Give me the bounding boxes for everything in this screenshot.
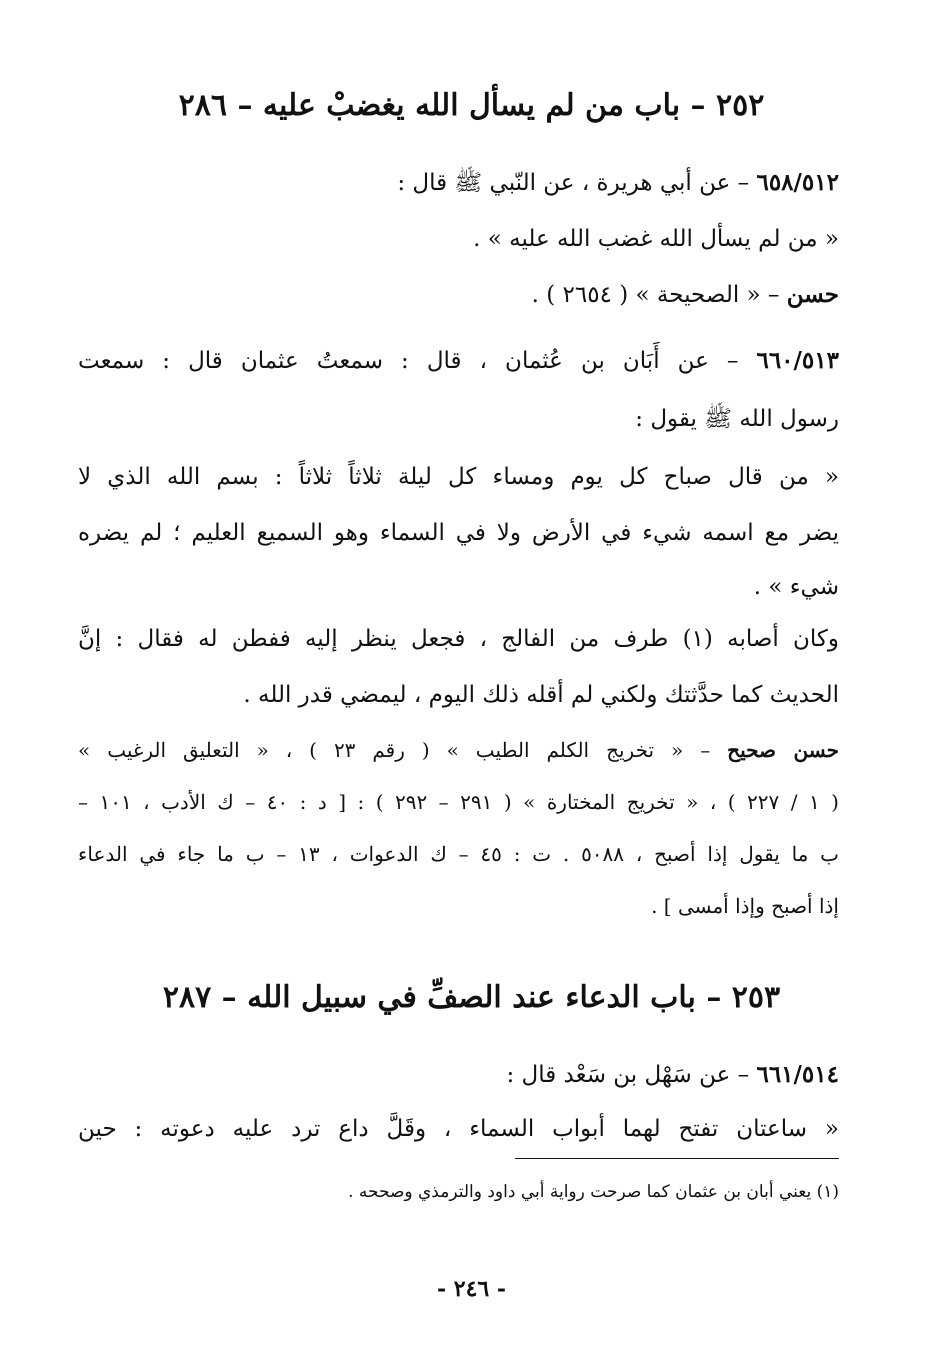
hadith-513-grade: حسن صحيح: [727, 738, 839, 762]
hadith-514-number: ٦٦١/٥١٤: [756, 1061, 839, 1088]
hadith-512-grade: حسن: [786, 281, 839, 308]
hadith-513-note-line-2: الحديث كما حدَّثتك ولكني لم أقله ذلك اليوم ، ليمضي قدر الله .: [243, 682, 839, 708]
hadith-513-intro-line-2: رسول الله ﷺ يقول :: [635, 406, 839, 432]
hadith-513-intro: [78, 346, 839, 376]
hadith-514-text-line-1: « ساعتان تفتح لهما أبواب السماء ، وقَلَّ داع ترد عليه دعوته : حين: [78, 1116, 839, 1142]
hadith-513-text-line-3: شيء » .: [753, 574, 839, 600]
footnote: (١) يعني أبان بن عثمان كما صرحت رواية أبي داود والترمذي وصححه .: [348, 1182, 839, 1202]
hadith-513-source-line-3: ب ما يقول إذا أصبح ، ٥٠٨٨ . ت : ٤٥ – ك الدعوات ، ١٣ – ب ما جاء في الدعاء: [78, 842, 840, 866]
hadith-513-intro-text: – عن أَبَان بن عُثمان ، قال : سمعتُ عثمان قال : سمعت: [78, 348, 757, 374]
hadith-513-source-line-4: إذا أصبح وإذا أمسى ] .: [651, 894, 839, 918]
hadith-513-note-line-1: وكان أصابه (١) طرف من الفالج ، فجعل ينظر إليه ففطن له فقال : إنَّ: [78, 626, 839, 652]
hadith-512-grading: [78, 280, 839, 310]
hadith-512-intro: [78, 168, 839, 198]
hadith-512-number: ٦٥٨/٥١٢: [756, 169, 839, 196]
hadith-512-source: – « الصحيحة » ( ٢٦٥٤ ) .: [531, 282, 787, 308]
footnote-divider: [515, 1158, 839, 1159]
chapter-252-heading: ٢٥٢ – باب من لم يسأل الله يغضبْ عليه – ٢٨٦: [178, 88, 765, 123]
chapter-253-heading: ٢٥٣ – باب الدعاء عند الصفِّ في سبيل الله – ٢٨٧: [162, 980, 781, 1015]
hadith-512-text: « من لم يسأل الله غضب الله عليه » .: [473, 226, 839, 252]
hadith-512-intro-text: – عن أبي هريرة ، عن النّبي ﷺ قال :: [397, 170, 757, 196]
hadith-513-grading: [78, 736, 839, 764]
hadith-513-text-line-2: يضر مع اسمه شيء في الأرض ولا في السماء وهو السميع العليم ؛ لم يضره: [78, 520, 839, 546]
hadith-513-number: ٦٦٠/٥١٣: [756, 347, 839, 374]
hadith-514-intro: [78, 1060, 839, 1090]
hadith-513-source-line-2: ( ١ / ٢٢٧ ) ، « تخريج المختارة » ( ٢٩١ – ٢٩٢ ) : [ د : ٤٠ – ك الأدب ، ١٠١ –: [78, 790, 839, 814]
hadith-514-intro-text: – عن سَهْل بن سَعْد قال :: [506, 1062, 757, 1088]
page-number: - ٢٤٦ -: [436, 1276, 507, 1302]
hadith-513-source-line-1: – « تخريج الكلم الطيب » ( رقم ٢٣ ) ، « التعليق الرغيب »: [78, 738, 728, 762]
hadith-513-text-line-1: « من قال صباح كل يوم ومساء كل ليلة ثلاثاً ثلاثاً : بسم الله الذي لا: [78, 464, 839, 490]
